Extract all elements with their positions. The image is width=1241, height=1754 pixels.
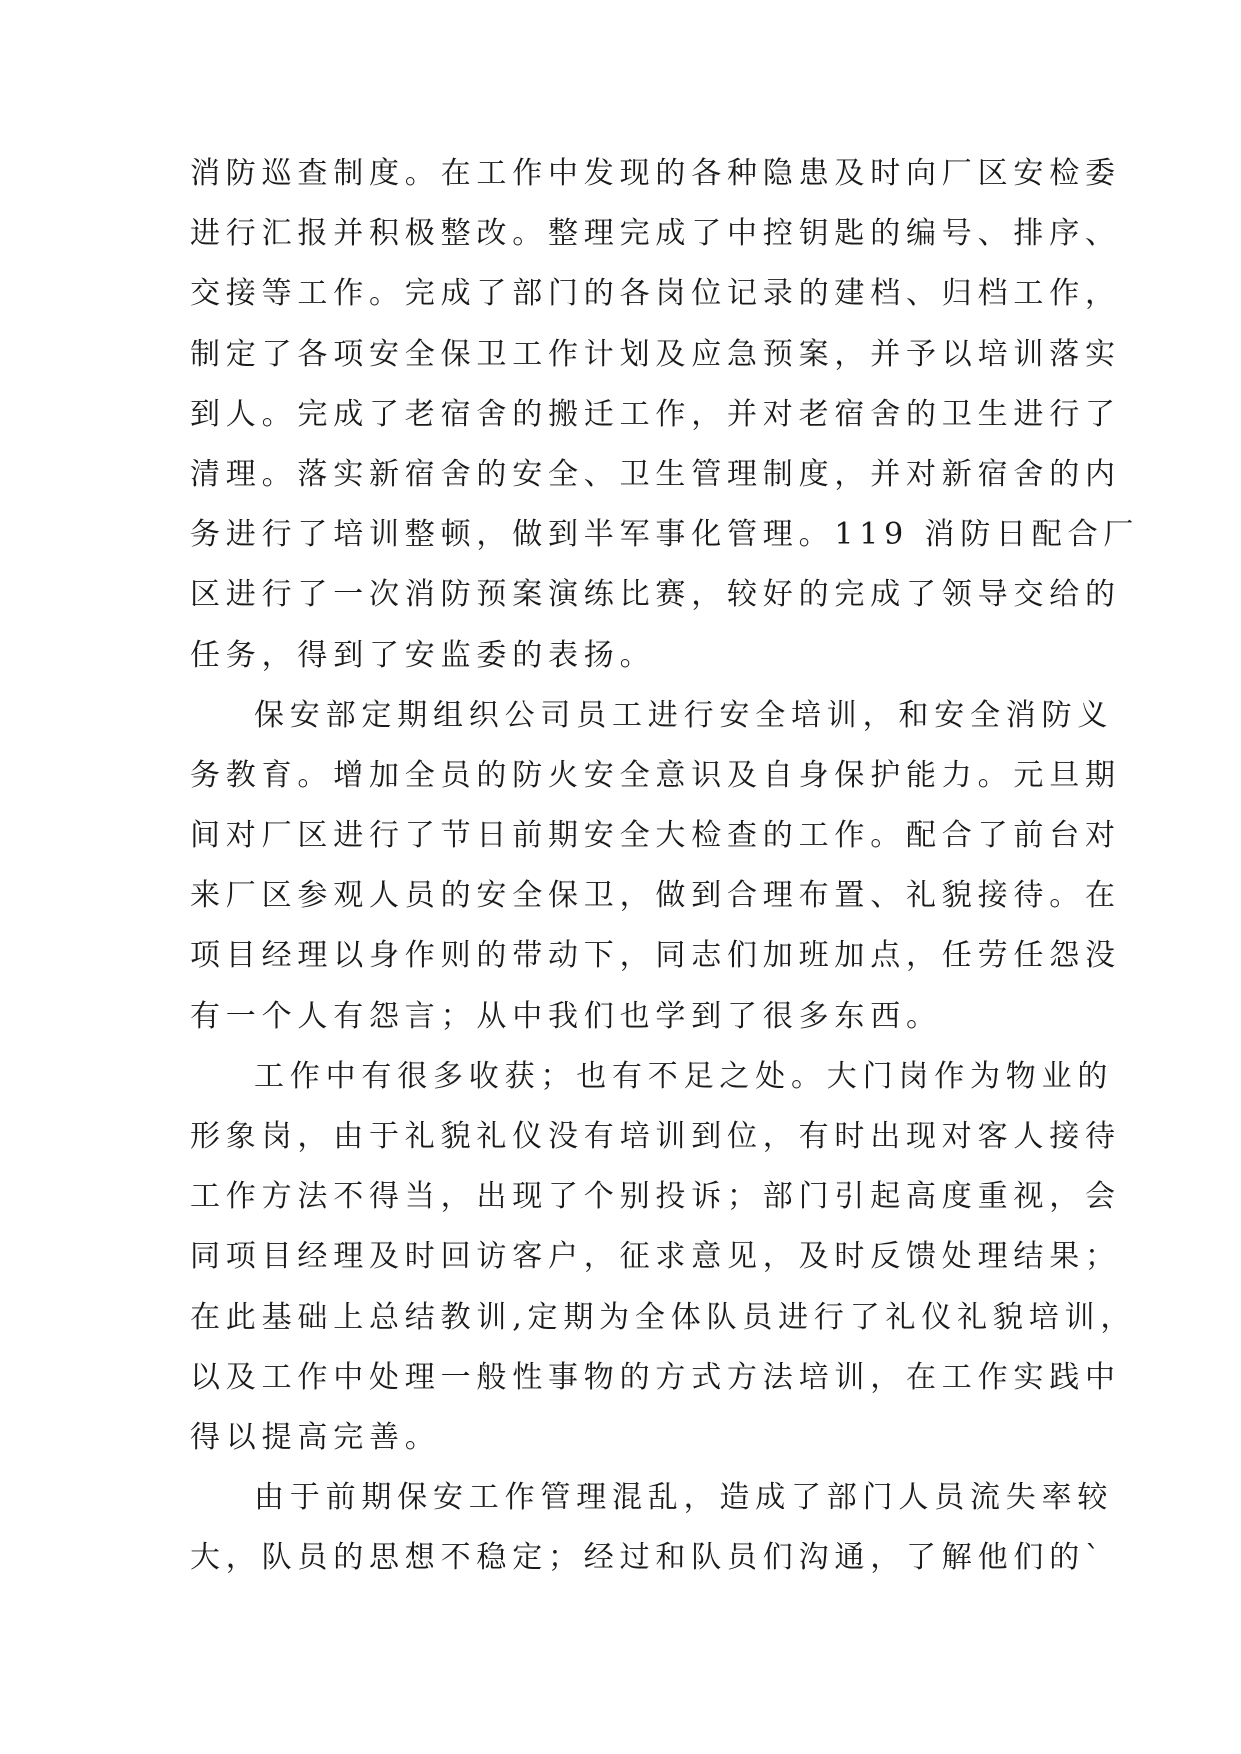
text-line: 来厂区参观人员的安全保卫，做到合理布置、礼貌接待。在 <box>190 878 1121 914</box>
text-line: 清理。落实新宿舍的安全、卫生管理制度，并对新宿舍的内 <box>190 456 1121 492</box>
text-line: 到人。完成了老宿舍的搬迁工作，并对老宿舍的卫生进行了 <box>190 396 1121 432</box>
text-line: 间对厂区进行了节日前期安全大检查的工作。配合了前台对 <box>190 818 1121 854</box>
text-line: 以及工作中处理一般性事物的方式方法培训，在工作实践中 <box>190 1359 1121 1395</box>
text-line: 同项目经理及时回访客户，征求意见，及时反馈处理结果； <box>190 1239 1121 1275</box>
paragraph-start-line: 由于前期保安工作管理混乱，造成了部门人员流失率较 <box>254 1480 1114 1516</box>
text-line: 得以提高完善。 <box>190 1419 441 1455</box>
text-line: 有一个人有怨言；从中我们也学到了很多东西。 <box>190 998 942 1034</box>
text-line: 进行汇报并积极整改。整理完成了中控钥匙的编号、排序、 <box>190 216 1121 252</box>
body-text <box>190 144 1140 1589</box>
text-line: 制定了各项安全保卫工作计划及应急预案，并予以培训落实 <box>190 336 1121 372</box>
text-line: 大，队员的思想不稳定；经过和队员们沟通，了解他们的` <box>190 1540 1106 1576</box>
text-line: 在此基础上总结教训,定期为全体队员进行了礼仪礼貌培训， <box>190 1299 1137 1335</box>
text-line: 任务，得到了安监委的表扬。 <box>190 637 656 673</box>
text-line: 形象岗，由于礼貌礼仪没有培训到位，有时出现对客人接待 <box>190 1119 1121 1154</box>
text-line: 交接等工作。完成了部门的各岗位记录的建档、归档工作， <box>190 276 1121 312</box>
text-line: 区进行了一次消防预案演练比赛，较好的完成了领导交给的 <box>190 577 1121 613</box>
paragraph-start-line: 保安部定期组织公司员工进行安全培训，和安全消防义 <box>254 697 1114 733</box>
text-line: 项目经理以身作则的带动下，同志们加班加点，任劳任怨没 <box>190 938 1121 974</box>
text-line: 务进行了培训整顿，做到半军事化管理。119 消防日配合厂 <box>190 517 1140 553</box>
text-line: 消防巡查制度。在工作中发现的各种隐患及时向厂区安检委 <box>190 156 1121 191</box>
paragraph-start-line: 工作中有很多收获；也有不足之处。大门岗作为物业的 <box>254 1058 1114 1094</box>
text-line: 工作方法不得当，出现了个别投诉；部门引起高度重视，会 <box>190 1179 1121 1215</box>
text-line: 务教育。增加全员的防火安全意识及自身保护能力。元旦期 <box>190 757 1121 793</box>
